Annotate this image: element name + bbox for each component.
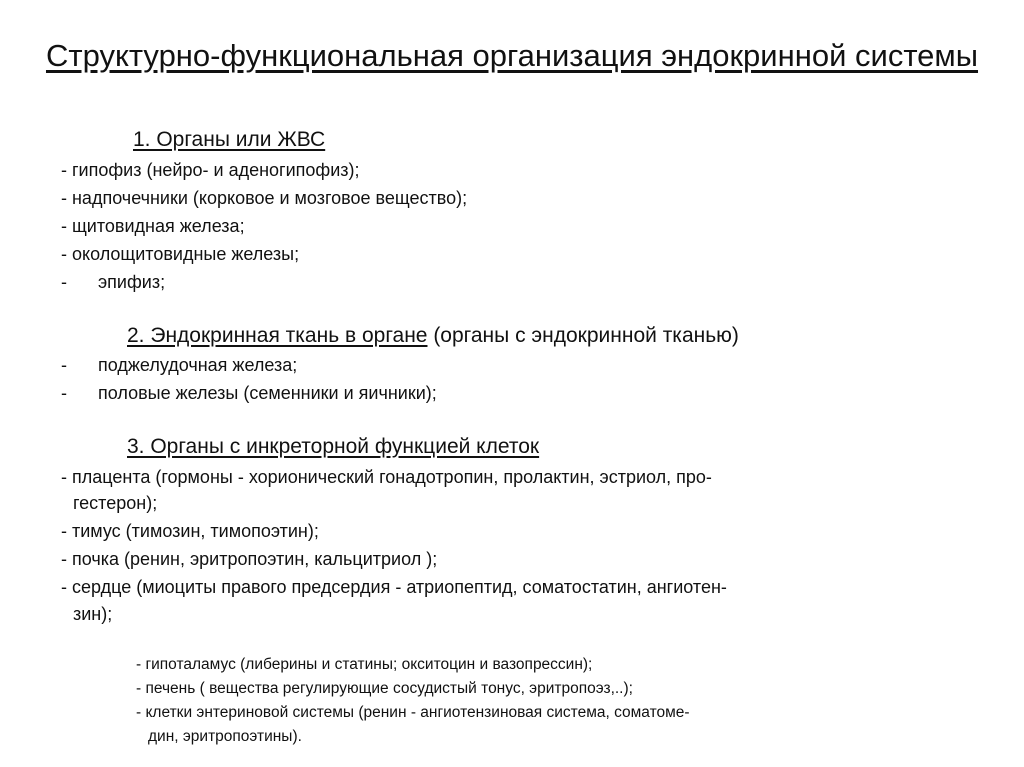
section2-item-2 xyxy=(61,382,437,404)
section3-line-5: - сердце (миоциты правого предсердия - атриопептид, соматостатин, ангиотен- xyxy=(61,577,727,597)
list-dash: - xyxy=(61,272,67,292)
section1-item-4: - околощитовидные железы; xyxy=(61,244,300,264)
section2-heading-underlined: 2. Эндокринная ткань в органе xyxy=(127,324,428,347)
section3-line-2: гестерон); xyxy=(73,493,158,513)
section3-line-4: - почка (ренин, эритропоэтин, кальцитриол ); xyxy=(61,549,438,569)
section3-heading: 3. Органы с инкреторной функцией клеток xyxy=(127,435,540,458)
page-title: Структурно-функциональная организация эндокринной системы xyxy=(45,38,979,73)
section2-heading-rest: (органы с эндокринной тканью) xyxy=(427,324,739,347)
extra-line-3: - клетки энтериновой системы (ренин - ангиотензиновая система, соматоме- xyxy=(136,704,690,721)
list-dash: - xyxy=(61,355,67,375)
section3-line-1: - плацента (гормоны - хорионический гонадотропин, пролактин, эстриол, про- xyxy=(61,467,712,487)
list-dash: - xyxy=(61,383,67,403)
list-item-text: поджелудочная железа; xyxy=(98,355,298,375)
extra-line-1: - гипоталамус (либерины и статины; окситоцин и вазопрессин); xyxy=(136,656,593,673)
section1-heading: 1. Органы или ЖВС xyxy=(133,128,326,151)
extra-line-4: дин, эритропоэтины). xyxy=(148,728,302,745)
section2-item-1 xyxy=(61,354,297,376)
section3-line-6: зин); xyxy=(73,604,113,624)
extra-line-2: - печень ( вещества регулирующие сосудистый тонус, эритропоэз,..); xyxy=(136,680,633,697)
section1-item-1: - гипофиз (нейро- и аденогипофиз); xyxy=(61,160,360,180)
list-item-text: эпифиз; xyxy=(98,272,166,292)
list-item-text: половые железы (семенники и яичники); xyxy=(98,383,437,403)
section1-item-5 xyxy=(61,271,165,293)
section3-line-3: - тимус (тимозин, тимопоэтин); xyxy=(61,521,319,541)
section2-heading xyxy=(127,323,739,349)
section1-item-2: - надпочечники (корковое и мозговое вещество); xyxy=(61,188,468,208)
section1-item-3: - щитовидная железа; xyxy=(61,216,245,236)
